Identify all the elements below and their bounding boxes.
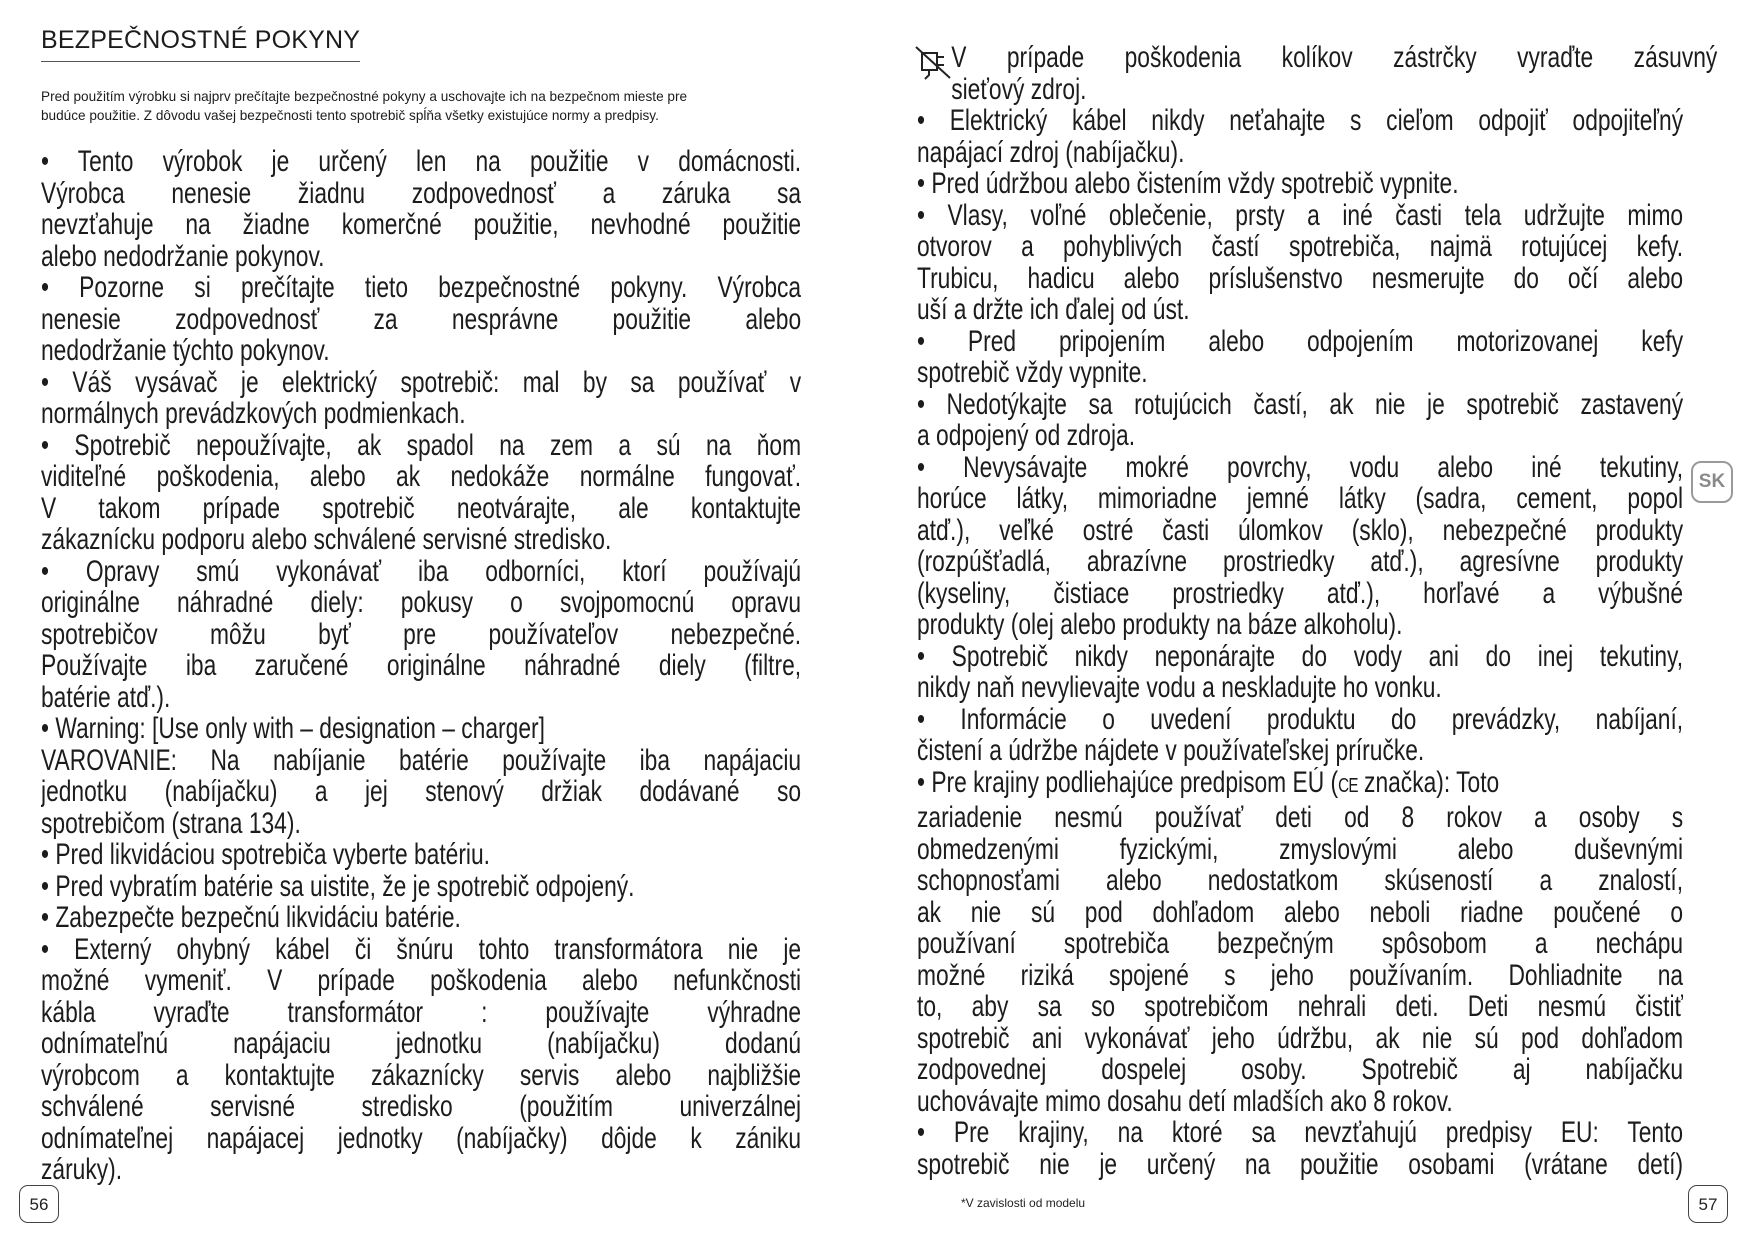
- text-line: • Pre krajiny, na ktoré sa nevzťahujú predpisy EU: Tento: [917, 1117, 1684, 1149]
- text-line: sieťový zdroj.: [951, 73, 1087, 105]
- text-line-with-ce: [917, 767, 1683, 803]
- text-line: • Nevysávajte mokré povrchy, vodu alebo iné tekutiny,: [917, 451, 1684, 483]
- text-line: VAROVANIE: Na nabíjanie batérie používajte iba napájaciu: [41, 744, 802, 776]
- text-line: viditeľné poškodenia, alebo ak nedokáže normálne fungovať.: [41, 461, 802, 493]
- text-line: • Warning: [Use only with – designation – charger]: [41, 713, 545, 745]
- page-number-left: 56: [19, 1185, 59, 1223]
- text-line: • Zabezpečte bezpečnú likvidáciu batérie.: [41, 902, 461, 934]
- text-line: odnímateľnej napájacej jednotky (nabíjačky) dôjde k zániku: [41, 1122, 802, 1154]
- text-line: V prípade poškodenia kolíkov zástrčky vyraďte zásuvný: [951, 42, 1718, 74]
- text-line: spotrebič nie je určený na použitie osobami (vrátane detí): [917, 1148, 1684, 1180]
- left-page: [0, 0, 874, 1241]
- text-line: uchovávajte mimo dosahu detí mladších ako 8 rokov.: [917, 1085, 1453, 1117]
- page-number-right: 57: [1688, 1185, 1728, 1223]
- text-line: zariadenie nesmú používať deti od 8 rokov a osoby s: [917, 802, 1684, 834]
- text-line: batérie atď.).: [41, 681, 171, 713]
- text-line: schopnosťami alebo nedostatkom skúseností a znalostí,: [917, 865, 1684, 897]
- text-line: normálnych prevádzkových podmienkach.: [41, 398, 466, 430]
- intro-paragraph: [41, 87, 801, 125]
- text-line: • Informácie o uvedení produktu do prevádzky, nabíjaní,: [917, 703, 1684, 735]
- text-line: napájací zdroj (nabíjačku).: [917, 136, 1185, 168]
- text-line: nikdy naň nevylievajte vodu a neskladujte ho vonku.: [917, 672, 1442, 704]
- ce-mark-icon: CE: [1338, 774, 1358, 797]
- text-line: odnímateľnú napájaciu jednotku (nabíjačku) dodanú: [41, 1028, 802, 1060]
- text-line: atď.), veľké ostré časti úlomkov (sklo), nebezpečné produkty: [917, 514, 1684, 546]
- text-line: Používajte iba zaručené originálne náhradné diely (filtre,: [41, 650, 802, 682]
- text-line: • Váš vysávač je elektrický spotrebič: mal by sa používať v: [41, 366, 802, 398]
- text-line: nenesie zodpovednosť za nesprávne použitie alebo: [41, 303, 802, 335]
- left-body-text: [41, 146, 801, 1186]
- text-line: spotrebič vždy vypnite.: [917, 357, 1148, 389]
- right-body-text: [917, 42, 1718, 1180]
- text-line: • Pred údržbou alebo čistením vždy spotrebič vypnite.: [917, 168, 1459, 200]
- text-line: (rozpúšťadlá, abrazívne prostriedky atď.), agresívne produkty: [917, 546, 1684, 578]
- text-line: jednotku (nabíjačku) a jej stenový držiak dodávané so: [41, 776, 802, 808]
- text-line: produkty (olej alebo produkty na báze alkoholu).: [917, 609, 1403, 641]
- text-line: Výrobca nenesie žiadnu zodpovednosť a záruka sa: [41, 177, 802, 209]
- text-line: • Externý ohybný kábel či šnúru tohto transformátora nie je: [41, 933, 802, 965]
- text-line: • Opravy smú vykonávať iba odborníci, ktorí používajú: [41, 555, 802, 587]
- text-line: • Spotrebič nikdy neponárajte do vody ani do inej tekutiny,: [917, 640, 1684, 672]
- text-line: možné riziká spojené s jeho používaním. Dohliadnite na: [917, 959, 1684, 991]
- text-line: nevzťahuje na žiadne komerčné použitie, nevhodné použitie: [41, 209, 802, 241]
- text-line: • Vlasy, voľné oblečenie, prsty a iné časti tela udržujte mimo: [917, 199, 1684, 231]
- text-line: • Nedotýkajte sa rotujúcich častí, ak nie je spotrebič zastavený: [917, 388, 1684, 420]
- text-line: • Elektrický kábel nikdy neťahajte s cieľom odpojiť odpojiteľný: [917, 105, 1684, 137]
- text-line: možné vymeniť. V prípade poškodenia alebo nefunkčnosti: [41, 965, 802, 997]
- intro-line: budúce použitie. Z dôvodu vašej bezpečnosti tento spotrebič spĺňa všetky existujúce normy a predpisy.: [41, 108, 659, 123]
- text-line: spotrebičom (strana 134).: [41, 807, 301, 839]
- text-line: nedodržanie týchto pokynov.: [41, 335, 330, 367]
- text-line: čistení a údržbe nájdete v používateľskej príručke.: [917, 735, 1425, 767]
- text-line: • Pozorne si prečítajte tieto bezpečnostné pokyny. Výrobca: [41, 272, 802, 304]
- text-line: (kyseliny, čistiace prostriedky atď.), horľavé a výbušné: [917, 577, 1684, 609]
- language-tab: SK: [1691, 461, 1733, 503]
- text-line: používaní spotrebiča bezpečným spôsobom a nechápu: [917, 928, 1684, 960]
- text-line: • Pred likvidáciou spotrebiča vyberte batériu.: [41, 839, 491, 871]
- right-page: [875, 0, 1749, 1241]
- intro-line: Pred použitím výrobku si najprv prečítajte bezpečnostné pokyny a uschovajte ich na bezpečnom mieste pre: [41, 89, 688, 104]
- footnote: *V zavislosti od modelu: [961, 1196, 1086, 1210]
- text-line: uší a držte ich ďalej od úst.: [917, 294, 1190, 326]
- text-line: ak nie sú pod dohľadom alebo neboli riadne poučené o: [917, 896, 1684, 928]
- text-line: zodpovednej dospelej osoby. Spotrebič aj nabíjačku: [917, 1054, 1684, 1086]
- text-line: obmedzenými fyzickými, zmyslovými alebo duševnými: [917, 833, 1684, 865]
- text-line: spotrebičov môžu byť pre používateľov nebezpečné.: [41, 618, 802, 650]
- symbol-row: [917, 42, 1718, 105]
- text-line: schválené servisné stredisko (použitím univerzálnej: [41, 1091, 802, 1123]
- text-line: • Tento výrobok je určený len na použitie v domácnosti.: [41, 146, 802, 178]
- text-line: alebo nedodržanie pokynov.: [41, 240, 325, 272]
- text-line: to, aby sa so spotrebičom nehrali deti. Deti nesmú čistiť: [917, 991, 1684, 1023]
- text-line: V takom prípade spotrebič neotvárajte, ale kontaktujte: [41, 492, 802, 524]
- text-line: záruky).: [41, 1154, 123, 1186]
- text-line: • Pred vybratím batérie sa uistite, že je spotrebič odpojený.: [41, 870, 635, 902]
- text-line: zákaznícku podporu alebo schválené servisné stredisko.: [41, 524, 612, 556]
- section-title: BEZPEČNOSTNÉ POKYNY: [41, 26, 360, 62]
- text-line: Trubicu, hadicu alebo príslušenstvo nesmerujte do očí alebo: [917, 262, 1684, 294]
- text-line: • Pred pripojením alebo odpojením motorizovanej kefy: [917, 325, 1684, 357]
- text-fragment: • Pre krajiny podliehajúce predpisom EÚ (: [917, 766, 1339, 799]
- text-line: originálne náhradné diely: pokusy o svojpomocnú opravu: [41, 587, 802, 619]
- text-line: horúce látky, mimoriadne jemné látky (sadra, cement, popol: [917, 483, 1684, 515]
- text-line: kábla vyraďte transformátor : používajte výhradne: [41, 996, 802, 1028]
- text-line: • Spotrebič nepoužívajte, ak spadol na zem a sú na ňom: [41, 429, 802, 461]
- text-line: a odpojený od zdroja.: [917, 420, 1136, 452]
- text-line: spotrebič ani vykonávať jeho údržbu, ak nie sú pod dohľadom: [917, 1022, 1684, 1054]
- text-fragment: značka): Toto: [1357, 766, 1500, 799]
- text-line: výrobcom a kontaktujte zákaznícky servis alebo najbližšie: [41, 1059, 802, 1091]
- text-line: otvorov a pohyblivých častí spotrebiča, najmä rotujúcej kefy.: [917, 231, 1684, 263]
